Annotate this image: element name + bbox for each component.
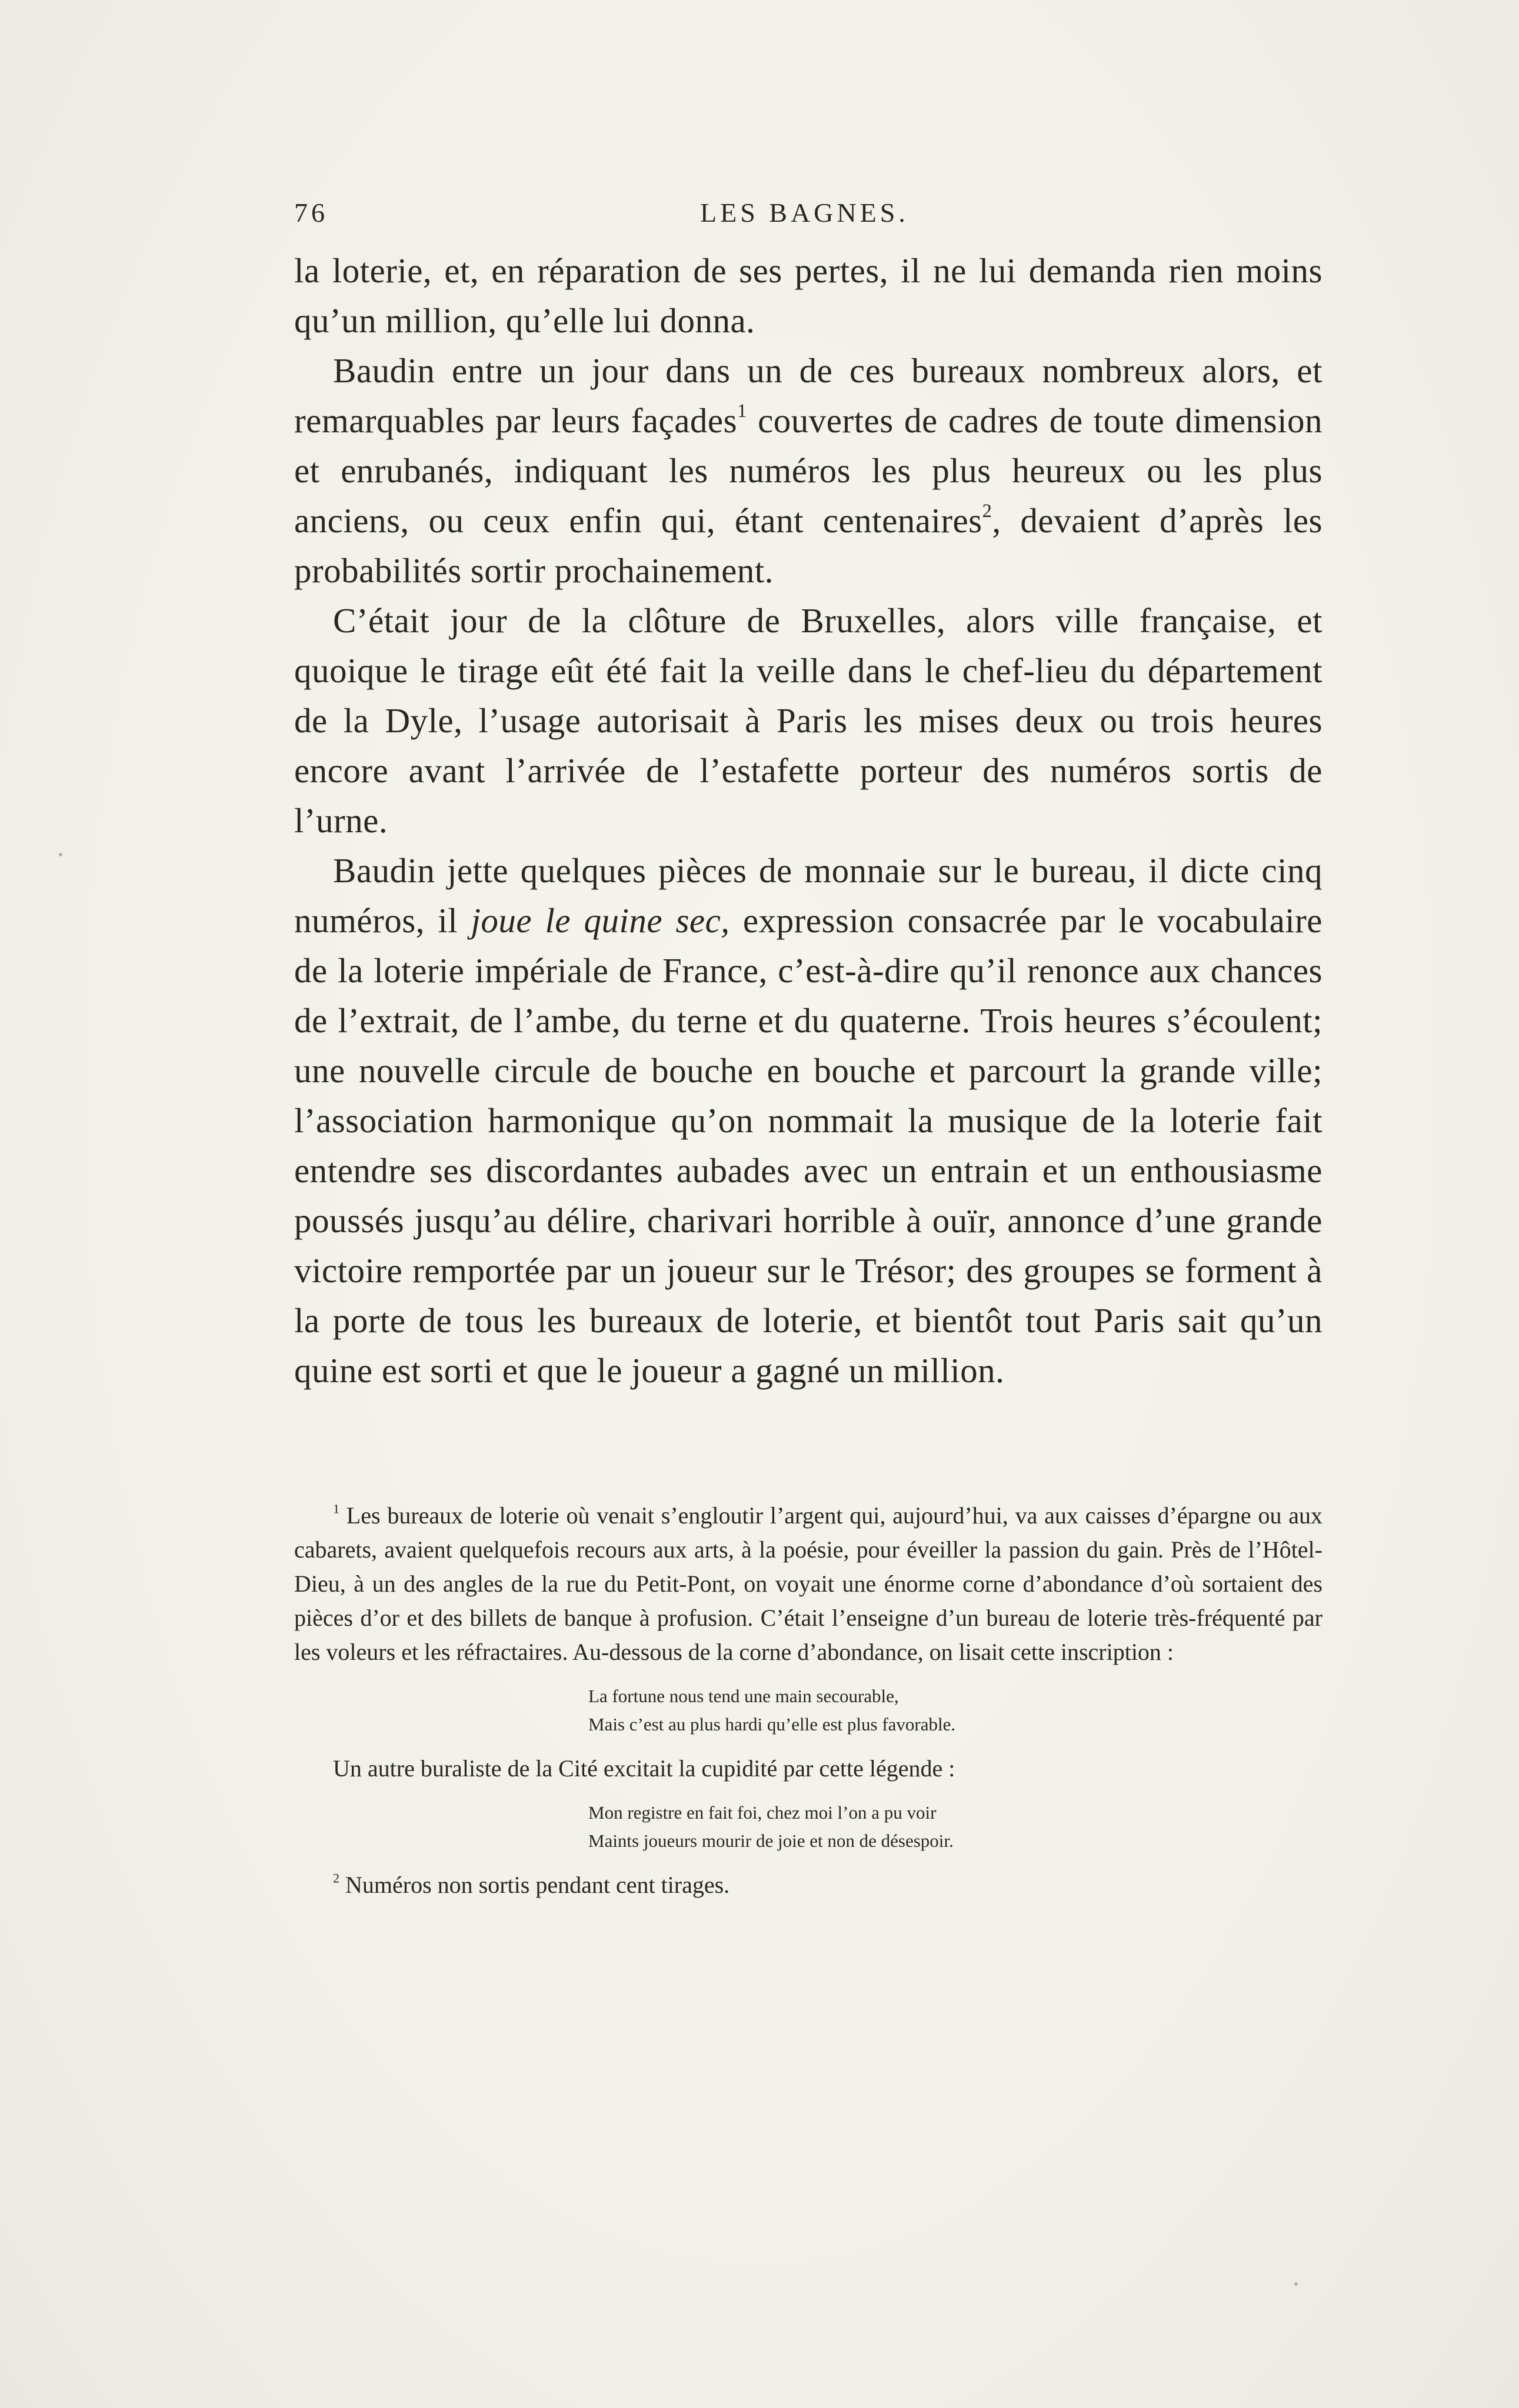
footnotes — [294, 1499, 1323, 1902]
footnote-2 — [294, 1868, 1323, 1902]
footnote-text: Numéros non sortis pendant cent tirages. — [345, 1872, 730, 1898]
verse-line: Mais c’est au plus hardi qu’elle est plus favorable. — [588, 1714, 956, 1735]
verse-inscription-2 — [588, 1799, 1323, 1855]
verse-line: Mon registre en fait foi, chez moi l’on a pu voir — [588, 1802, 937, 1823]
verse-inscription-1 — [588, 1682, 1323, 1739]
paragraph-text: Baudin entre un jour dans un de ces bureaux nombreux alors, et remarquables par leurs façades — [294, 351, 1323, 440]
paragraph-text: Baudin jette quelques pièces de monnaie sur le bureau, il dicte cinq numéros, il — [294, 851, 1323, 940]
footnote-marker: 1 — [333, 1501, 339, 1516]
main-text — [294, 246, 1323, 1396]
paragraph-continuation — [294, 246, 1323, 346]
paragraph-text: C’était jour de la clôture de Bruxelles, alors ville française, et quoique le tirage eût été fait la veille dans le chef-lieu du département de la Dyle, l’usage autorisait à Paris les mises deux ou trois heures encore avant l’arrivée de l’estafette porteur des numéros sortis de l’urne. — [294, 601, 1323, 840]
paragraph-text: , devaient d’après les probabilités sortir prochainement. — [294, 501, 1323, 590]
page-number: 76 — [294, 198, 328, 228]
paragraph-text: couvertes de cadres de toute dimension et enrubanés, indiquant les numéros les plus heureux ou les plus anciens, ou ceux enfin qui, étant centenaires — [294, 401, 1323, 540]
paragraph-quine — [294, 846, 1323, 1396]
footnote-marker: 2 — [333, 1870, 339, 1886]
running-header — [294, 197, 1324, 238]
italic-phrase: joue le quine sec, — [471, 901, 730, 940]
verse-line: Maints joueurs mourir de joie et non de désespoir. — [588, 1830, 954, 1851]
paper-speck — [59, 853, 62, 856]
paragraph-text: la loterie, et, en réparation de ses pertes, il ne lui demanda rien moins qu’un million, qu’elle lui donna. — [294, 251, 1323, 340]
footnote-ref-1: 1 — [737, 401, 747, 422]
footnote-ref-2: 2 — [982, 501, 992, 522]
verse-line: La fortune nous tend une main secourable, — [588, 1686, 899, 1706]
paragraph-text: expression consacrée par le vocabulaire de la loterie impériale de France, c’est-à-dire qu’il renonce aux chances de l’extrait, de l’ambe, du terne et du quaterne. Trois heures s’écoulent; une nouvelle circule de bouche en bouche et parcourt la grande ville; l’association harmonique qu’on nommait la musique de la loterie fait entendre ses discordantes aubades avec un entrain et un enthousiasme poussés jusqu’au délire, charivari horrible à ouïr, annonce d’une grande victoire remportée par un joueur sur le Trésor; des groupes se forment à la porte de tous les bureaux de loterie, et bientôt tout Paris sait qu’un quine est sorti et que le joueur a gagné un million. — [294, 901, 1323, 1390]
paragraph-baudin-bureau — [294, 346, 1323, 596]
paragraph-bruxelles — [294, 596, 1323, 846]
footnote-1-continuation — [294, 1752, 1323, 1786]
paper-speck — [1294, 2282, 1298, 2286]
footnote-text: Un autre buraliste de la Cité excitait la cupidité par cette légende : — [333, 1755, 955, 1782]
footnote-1 — [294, 1499, 1323, 1669]
footnote-text: Les bureaux de loterie où venait s’engloutir l’argent qui, aujourd’hui, va aux caisses d’épargne ou aux cabarets, avaient quelquefois recours aux arts, à la poésie, pour éveiller la passion du gain. Près de l’Hôtel-Dieu, à un des angles de la rue du Petit-Pont, on voyait une énorme corne d’abondance d’où sortaient des pièces d’or et des billets de banque à profusion. C’était l’enseigne d’un bureau de loterie très-fréquenté par les voleurs et les réfractaires. Au-dessous de la corne d’abondance, on lisait cette inscription : — [294, 1502, 1323, 1665]
running-title: LES BAGNES. — [700, 198, 909, 228]
